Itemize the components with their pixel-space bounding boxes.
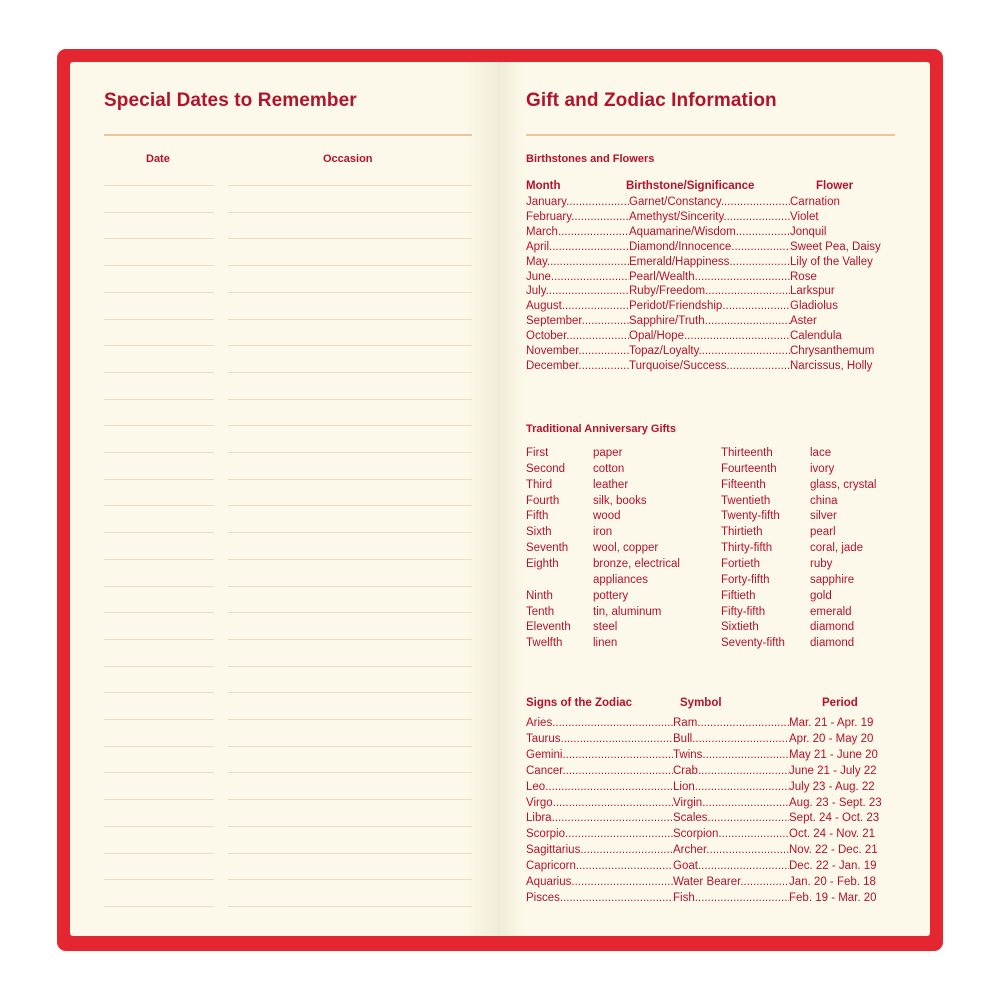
month-cell: December ..... <box>526 359 629 374</box>
date-write-line <box>104 238 214 239</box>
occasion-write-line <box>228 692 472 693</box>
occasion-write-line <box>228 505 472 506</box>
occasion-write-line <box>228 639 472 640</box>
zodiac-symbol-cell: Ram ..... <box>673 716 789 731</box>
zodiac-row <box>526 875 896 890</box>
anniversary-gift: bronze, electrical <box>593 557 680 570</box>
anniversary-gift: china <box>810 494 838 507</box>
date-write-line <box>104 639 214 640</box>
occasion-write-line <box>228 425 472 426</box>
zodiac-symbol-cell: Fish ..... <box>673 891 789 906</box>
zodiac-sign-column-header: Signs of the Zodiac <box>526 697 633 709</box>
anniversary-year: Sixtieth <box>721 621 759 634</box>
flower-cell: Larkspur <box>790 285 835 298</box>
date-write-line <box>104 425 214 426</box>
zodiac-row <box>526 732 896 747</box>
anniversary-year: Seventy-fifth <box>721 637 785 650</box>
flower-cell: Chrysanthemum <box>790 345 875 357</box>
anniversary-year: Fourteenth <box>721 462 777 475</box>
anniversary-gift: sapphire <box>810 573 855 586</box>
zodiac-symbol-cell: Crab ..... <box>673 764 789 779</box>
zodiac-sign-cell: Capricorn ..... <box>526 859 673 874</box>
zodiac-sign-cell: Sagittarius ..... <box>526 843 673 858</box>
date-write-line <box>104 692 214 693</box>
occasion-write-line <box>228 906 472 907</box>
anniversary-gift: gold <box>810 589 832 602</box>
zodiac-period-cell: Oct. 24 - Nov. 21 <box>789 828 876 841</box>
birthstone-row <box>526 255 896 270</box>
anniversary-gift: iron <box>593 526 613 539</box>
date-write-line <box>104 212 214 213</box>
month-cell: November ..... <box>526 344 629 359</box>
zodiac-sign-cell: Leo ..... <box>526 780 673 795</box>
zodiac-period-cell: Mar. 21 - Apr. 19 <box>789 717 874 729</box>
date-write-line <box>104 372 214 373</box>
zodiac-symbol-cell: Goat ..... <box>673 859 789 874</box>
anniversary-heading: Traditional Anniversary Gifts <box>526 423 676 435</box>
zodiac-row <box>526 859 896 874</box>
occasion-write-line <box>228 345 472 346</box>
zodiac-sign-cell: Taurus ..... <box>526 732 673 747</box>
occasion-write-line <box>228 399 472 400</box>
occasion-write-line <box>228 238 472 239</box>
flower-cell: Jonquil <box>790 225 827 238</box>
zodiac-symbol-cell: Virgin ..... <box>673 796 789 811</box>
anniversary-gift: coral, jade <box>810 542 864 555</box>
anniversary-year: Twenty-fifth <box>721 510 780 523</box>
date-write-line <box>104 479 214 480</box>
birthstone-cell: Garnet/Constancy ..... <box>629 195 790 210</box>
anniversary-year: Thirty-fifth <box>721 542 773 555</box>
date-write-line <box>104 559 214 560</box>
left-page <box>70 62 498 936</box>
anniversary-gift: diamond <box>810 621 855 634</box>
birthstone-cell: Peridot/Friendship ..... <box>629 299 790 314</box>
zodiac-period-cell: May 21 - June 20 <box>789 748 878 761</box>
birthstone-cell: Pearl/Wealth ..... <box>629 270 790 285</box>
date-write-line <box>104 746 214 747</box>
zodiac-period-cell: Sept. 24 - Oct. 23 <box>789 812 880 825</box>
zodiac-symbol-cell: Archer ..... <box>673 843 789 858</box>
birthstone-cell: Diamond/Innocence ..... <box>629 240 790 255</box>
flower-cell: Aster <box>790 315 817 328</box>
occasion-write-line <box>228 746 472 747</box>
birthstone-row <box>526 299 896 314</box>
birthstone-row <box>526 329 896 344</box>
date-write-line <box>104 772 214 773</box>
anniversary-year: Fortieth <box>721 557 760 570</box>
date-write-line <box>104 586 214 587</box>
birthstone-row <box>526 270 896 285</box>
date-write-line <box>104 532 214 533</box>
anniversary-gift: silver <box>810 510 837 523</box>
date-write-line <box>104 505 214 506</box>
birthstone-row <box>526 240 896 255</box>
flower-cell: Calendula <box>790 330 842 343</box>
date-write-line <box>104 719 214 720</box>
date-write-line <box>104 612 214 613</box>
anniversary-year: Twelfth <box>526 637 563 650</box>
birthstone-row <box>526 195 896 210</box>
occasion-write-line <box>228 479 472 480</box>
anniversary-year: Eighth <box>526 557 559 570</box>
birthstone-row <box>526 284 896 299</box>
zodiac-row <box>526 716 896 731</box>
zodiac-period-cell: June 21 - July 22 <box>789 764 877 777</box>
zodiac-period-cell: Aug. 23 - Sept. 23 <box>789 796 882 809</box>
birthstone-row <box>526 314 896 329</box>
anniversary-gift: cotton <box>593 462 625 475</box>
gift-zodiac-title: Gift and Zodiac Information <box>526 90 777 111</box>
zodiac-symbol-cell: Scales ..... <box>673 811 789 826</box>
anniversary-year: Fifth <box>526 510 549 523</box>
symbol-column-header: Symbol <box>680 697 722 709</box>
anniversary-year: Eleventh <box>526 621 571 634</box>
anniversary-year: Fourth <box>526 494 560 507</box>
zodiac-sign-cell: Aries ..... <box>526 716 673 731</box>
anniversary-year: Fiftieth <box>721 589 756 602</box>
date-column-header: Date <box>146 153 170 165</box>
anniversary-gift: paper <box>593 447 623 459</box>
occasion-write-line <box>228 826 472 827</box>
month-cell: January ..... <box>526 195 629 210</box>
flower-cell: Gladiolus <box>790 300 838 313</box>
anniversary-gift: ruby <box>810 557 833 570</box>
date-write-line <box>104 345 214 346</box>
zodiac-symbol-cell: Lion ..... <box>673 780 789 795</box>
anniversary-gift: steel <box>593 621 618 634</box>
month-cell: July ..... <box>526 284 629 299</box>
flower-cell: Carnation <box>790 196 840 208</box>
flower-cell: Narcissus, Holly <box>790 359 873 372</box>
zodiac-row <box>526 811 896 826</box>
special-dates-title: Special Dates to Remember <box>104 90 357 111</box>
birthstone-column-header: Birthstone/Significance <box>626 180 755 192</box>
zodiac-row <box>526 843 896 858</box>
zodiac-row <box>526 780 896 795</box>
birthstones-heading: Birthstones and Flowers <box>526 153 655 165</box>
month-cell: February ..... <box>526 210 629 225</box>
zodiac-period-cell: Jan. 20 - Feb. 18 <box>789 876 876 888</box>
occasion-write-line <box>228 586 472 587</box>
month-cell: May ..... <box>526 255 629 270</box>
occasion-column-header: Occasion <box>323 153 373 165</box>
zodiac-period-cell: Nov. 22 - Dec. 21 <box>789 844 878 857</box>
zodiac-sign-cell: Virgo ..... <box>526 796 673 811</box>
occasion-write-line <box>228 772 472 773</box>
occasion-write-line <box>228 853 472 854</box>
flower-column-header: Flower <box>816 180 854 192</box>
occasion-write-line <box>228 879 472 880</box>
left-title-rule <box>104 134 472 136</box>
zodiac-period-cell: Dec. 22 - Jan. 19 <box>789 860 877 873</box>
month-cell: October ..... <box>526 329 629 344</box>
birthstone-cell: Ruby/Freedom ..... <box>629 284 790 299</box>
anniversary-gift: pearl <box>810 526 836 539</box>
occasion-write-line <box>228 292 472 293</box>
right-title-rule <box>526 134 895 136</box>
birthstone-row <box>526 210 896 225</box>
anniversary-gift: appliances <box>593 573 648 586</box>
anniversary-gift: pottery <box>593 589 629 602</box>
occasion-write-line <box>228 612 472 613</box>
anniversary-gift: linen <box>593 637 618 650</box>
anniversary-year: Second <box>526 462 566 475</box>
anniversary-year: Forty-fifth <box>721 573 770 586</box>
occasion-write-line <box>228 265 472 266</box>
date-write-line <box>104 185 214 186</box>
anniversary-gift: tin, aluminum <box>593 605 662 618</box>
occasion-write-line <box>228 319 472 320</box>
birthstone-row <box>526 225 896 240</box>
anniversary-year: Thirteenth <box>721 447 773 459</box>
flower-cell: Violet <box>790 210 819 223</box>
zodiac-symbol-cell: Scorpion ..... <box>673 827 789 842</box>
anniversary-year: Ninth <box>526 589 553 602</box>
birthstone-cell: Aquamarine/Wisdom ..... <box>629 225 790 240</box>
anniversary-year: Seventh <box>526 542 569 555</box>
date-write-line <box>104 906 214 907</box>
zodiac-period-cell: Feb. 19 - Mar. 20 <box>789 891 877 904</box>
month-cell: April ..... <box>526 240 629 255</box>
zodiac-sign-cell: Cancer ..... <box>526 764 673 779</box>
month-cell: June ..... <box>526 270 629 285</box>
zodiac-sign-cell: Pisces ..... <box>526 891 673 906</box>
date-write-line <box>104 853 214 854</box>
anniversary-gift: glass, crystal <box>810 478 877 491</box>
anniversary-year: Fifteenth <box>721 478 766 491</box>
date-write-line <box>104 399 214 400</box>
anniversary-year: Tenth <box>526 605 555 618</box>
anniversary-gift: ivory <box>810 462 835 475</box>
anniversary-gift: lace <box>810 447 832 459</box>
anniversary-gift: leather <box>593 478 629 491</box>
occasion-write-line <box>228 559 472 560</box>
occasion-write-line <box>228 372 472 373</box>
date-write-line <box>104 452 214 453</box>
date-write-line <box>104 292 214 293</box>
occasion-write-line <box>228 185 472 186</box>
zodiac-symbol-cell: Bull ..... <box>673 732 789 747</box>
birthstone-cell: Topaz/Loyalty ..... <box>629 344 790 359</box>
flower-cell: Rose <box>790 270 817 283</box>
date-write-line <box>104 265 214 266</box>
month-cell: August ..... <box>526 299 629 314</box>
anniversary-gift: diamond <box>810 637 855 650</box>
occasion-write-line <box>228 532 472 533</box>
anniversary-year: Sixth <box>526 526 552 539</box>
anniversary-year: Twentieth <box>721 494 771 507</box>
zodiac-sign-cell: Aquarius ..... <box>526 875 673 890</box>
anniversary-gift: emerald <box>810 605 852 618</box>
birthstone-cell: Turquoise/Success ..... <box>629 359 790 374</box>
flower-cell: Lily of the Valley <box>790 255 873 268</box>
occasion-write-line <box>228 719 472 720</box>
occasion-write-line <box>228 452 472 453</box>
zodiac-symbol-cell: Water Bearer ..... <box>673 875 789 890</box>
anniversary-gift: silk, books <box>593 494 647 507</box>
zodiac-sign-cell: Gemini ..... <box>526 748 673 763</box>
zodiac-row <box>526 796 896 811</box>
date-write-line <box>104 879 214 880</box>
anniversary-year: First <box>526 447 549 459</box>
zodiac-sign-cell: Scorpio ..... <box>526 827 673 842</box>
anniversary-year: Thirtieth <box>721 526 763 539</box>
zodiac-row <box>526 827 896 842</box>
date-write-line <box>104 666 214 667</box>
occasion-write-line <box>228 799 472 800</box>
birthstone-cell: Opal/Hope ..... <box>629 329 790 344</box>
date-write-line <box>104 319 214 320</box>
birthstone-cell: Emerald/Happiness ..... <box>629 255 790 270</box>
zodiac-row <box>526 748 896 763</box>
month-column-header: Month <box>526 180 561 192</box>
zodiac-row <box>526 764 896 779</box>
month-cell: March ..... <box>526 225 629 240</box>
birthstone-row <box>526 359 896 374</box>
zodiac-period-cell: July 23 - Aug. 22 <box>789 780 875 793</box>
birthstone-row <box>526 344 896 359</box>
period-column-header: Period <box>822 697 858 709</box>
month-cell: September ..... <box>526 314 629 329</box>
zodiac-sign-cell: Libra ..... <box>526 811 673 826</box>
anniversary-gift: wool, copper <box>593 542 659 555</box>
flower-cell: Sweet Pea, Daisy <box>790 240 881 253</box>
occasion-write-line <box>228 212 472 213</box>
anniversary-year: Fifty-fifth <box>721 605 766 618</box>
date-write-line <box>104 826 214 827</box>
zodiac-period-cell: Apr. 20 - May 20 <box>789 732 874 745</box>
anniversary-year: Third <box>526 478 553 491</box>
zodiac-symbol-cell: Twins ..... <box>673 748 789 763</box>
birthstone-cell: Amethyst/Sincerity ..... <box>629 210 790 225</box>
birthstone-cell: Sapphire/Truth ..... <box>629 314 790 329</box>
occasion-write-line <box>228 666 472 667</box>
zodiac-row <box>526 891 896 906</box>
anniversary-gift: wood <box>593 510 621 523</box>
date-write-line <box>104 799 214 800</box>
